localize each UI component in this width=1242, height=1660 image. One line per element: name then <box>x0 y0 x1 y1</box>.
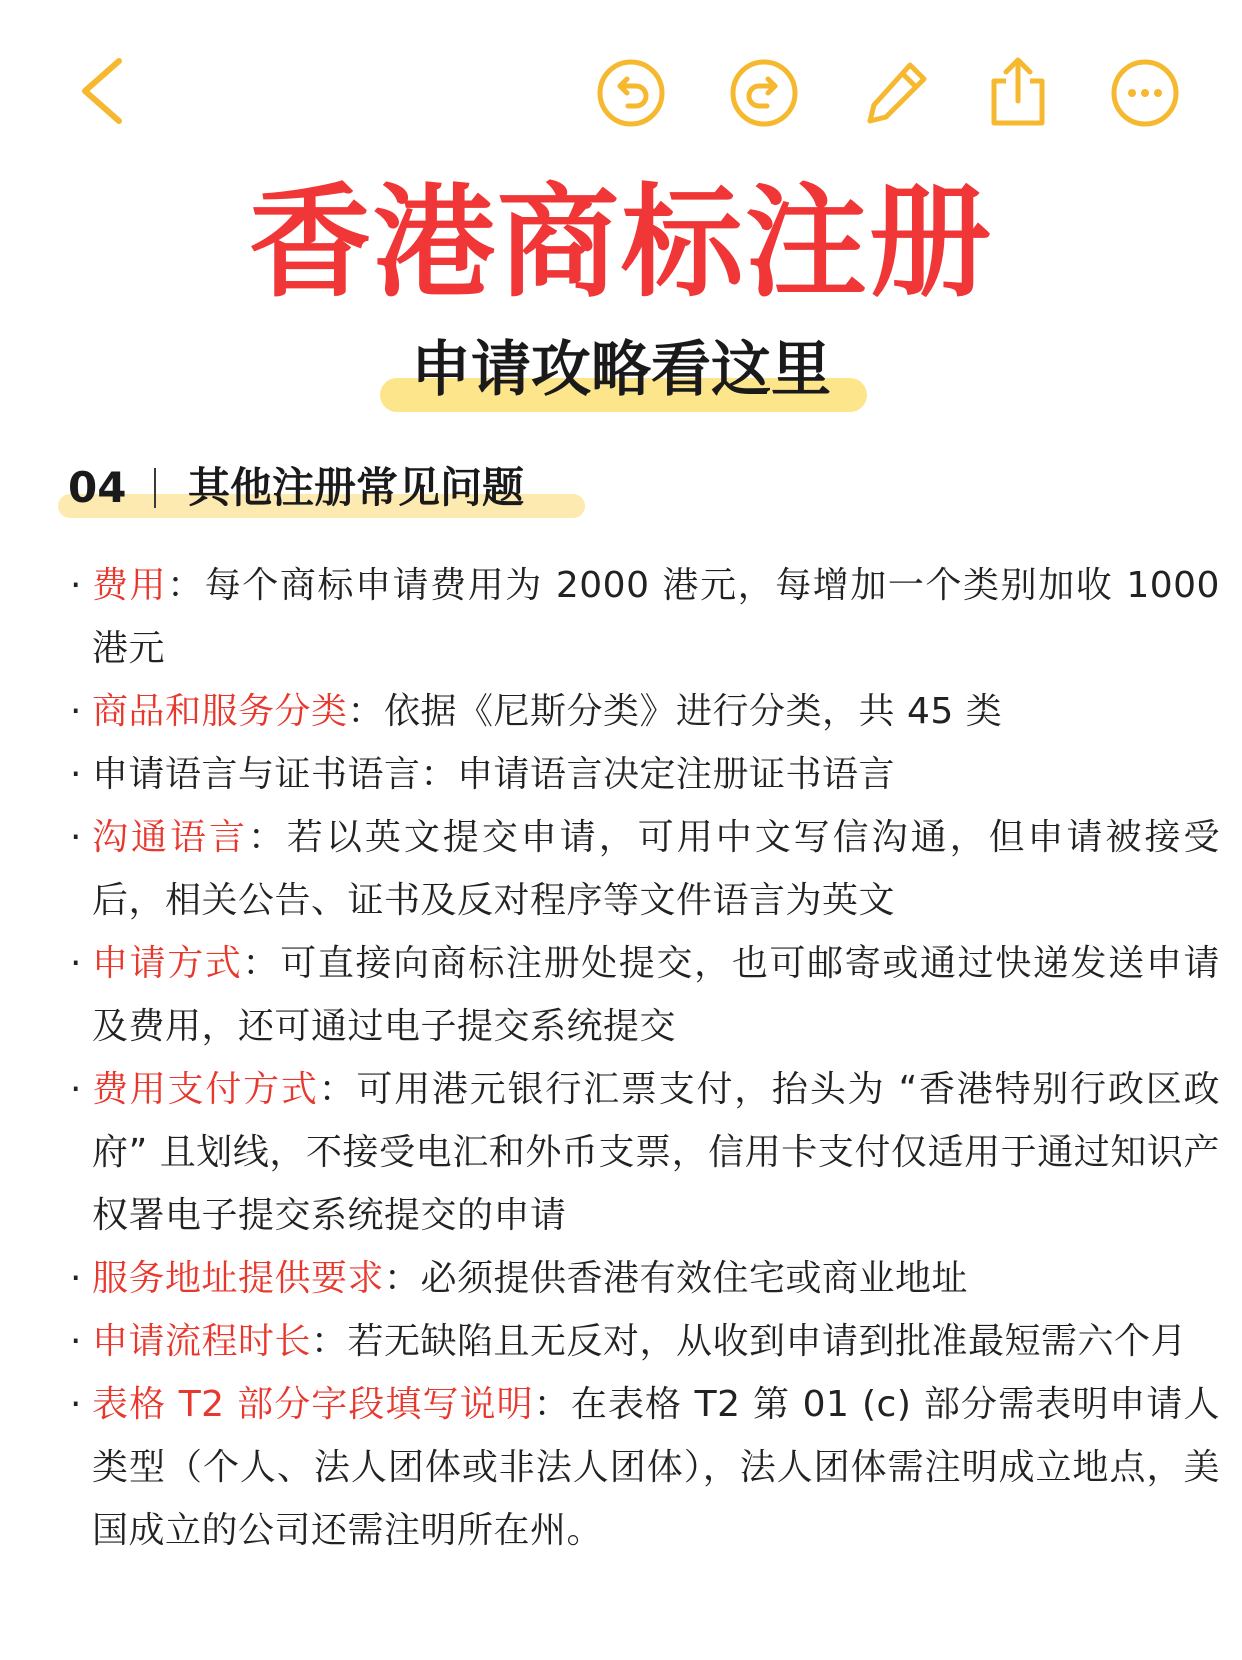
page-title: 香港商标注册 <box>249 172 993 314</box>
page-subtitle: 申请攻略看这里 <box>411 335 831 405</box>
section-header <box>58 458 588 520</box>
faq-separator: ： <box>318 1069 357 1110</box>
faq-item-communication <box>70 806 1220 932</box>
faq-text: 若以英文提交申请，可用中文写信沟通，但申请被接受后，相关公告、证书及反对程序等文件语言为英文 <box>92 817 1220 921</box>
faq-label: 沟通语言 <box>92 817 248 858</box>
faq-label: 费用 <box>92 565 168 606</box>
faq-text: 申请语言决定注册证书语言 <box>457 754 896 795</box>
faq-label: 商品和服务分类 <box>92 691 348 732</box>
faq-text: 可用港元银行汇票支付，抬头为 “香港特别行政区政府” 且划线，不接受电汇和外币支票，信用卡支付仅适用于通过知识产权署电子提交系统提交的申请 <box>92 1069 1220 1236</box>
section-title: 其他注册常见问题 <box>188 463 525 512</box>
subtitle-wrap <box>0 330 1242 410</box>
faq-separator: ： <box>167 565 205 606</box>
faq-label: 费用支付方式 <box>92 1069 319 1110</box>
toolbar <box>0 0 1242 180</box>
faq-text: 可直接向商标注册处提交，也可邮寄或通过快递发送申请及费用，还可通过电子提交系统提交 <box>92 943 1220 1047</box>
faq-label: 申请方式 <box>92 943 243 984</box>
faq-separator: ： <box>247 817 287 858</box>
back-chevron-icon[interactable] <box>75 55 131 127</box>
undo-icon[interactable] <box>596 58 666 128</box>
faq-text: 每个商标申请费用为 2000 港元，每增加一个类别加收 1000 港元 <box>92 565 1220 669</box>
bullet-dot: · <box>70 817 82 858</box>
faq-label: 申请语言与证书语言 <box>92 754 421 795</box>
pencil-icon[interactable] <box>862 57 932 129</box>
faq-item-method <box>70 932 1220 1058</box>
faq-item-fee <box>70 554 1220 680</box>
faq-item-language <box>70 743 1220 806</box>
more-icon[interactable] <box>1110 58 1180 128</box>
redo-icon[interactable] <box>729 58 799 128</box>
faq-label: 表格 T2 部分字段填写说明 <box>92 1384 534 1425</box>
share-icon[interactable] <box>986 55 1050 127</box>
bullet-dot: · <box>70 754 82 795</box>
bullet-dot: · <box>70 691 82 732</box>
bullet-dot: · <box>70 1321 82 1362</box>
faq-item-duration <box>70 1310 1220 1373</box>
faq-separator: ： <box>242 943 281 984</box>
bullet-dot: · <box>70 1258 82 1299</box>
faq-label: 申请流程时长 <box>92 1321 312 1362</box>
faq-separator: ： <box>384 1258 421 1299</box>
faq-separator: ： <box>347 691 385 732</box>
faq-separator: ： <box>533 1384 571 1425</box>
faq-separator: ： <box>311 1321 348 1362</box>
faq-text: 必须提供香港有效住宅或商业地址 <box>420 1258 969 1299</box>
faq-item-address <box>70 1247 1220 1310</box>
faq-text: 若无缺陷且无反对，从收到申请到批准最短需六个月 <box>347 1321 1188 1362</box>
faq-list <box>70 554 1220 1562</box>
faq-item-payment <box>70 1058 1220 1247</box>
faq-item-form-t2 <box>70 1373 1220 1562</box>
faq-text: 依据《尼斯分类》进行分类，共 45 类 <box>384 691 1003 732</box>
faq-label: 服务地址提供要求 <box>92 1258 385 1299</box>
bullet-dot: · <box>70 1069 82 1110</box>
faq-item-classification <box>70 680 1220 743</box>
faq-text: 在表格 T2 第 01 (c) 部分需表明申请人类型（个人、法人团体或非法人团体），法人团体需注明成立地点，美国成立的公司还需注明所在州。 <box>92 1384 1220 1551</box>
section-divider <box>154 468 156 508</box>
section-number: 04 <box>68 463 127 512</box>
bullet-dot: · <box>70 565 82 606</box>
bullet-dot: · <box>70 1384 82 1425</box>
bullet-dot: · <box>70 943 82 984</box>
faq-separator: ： <box>420 754 458 795</box>
